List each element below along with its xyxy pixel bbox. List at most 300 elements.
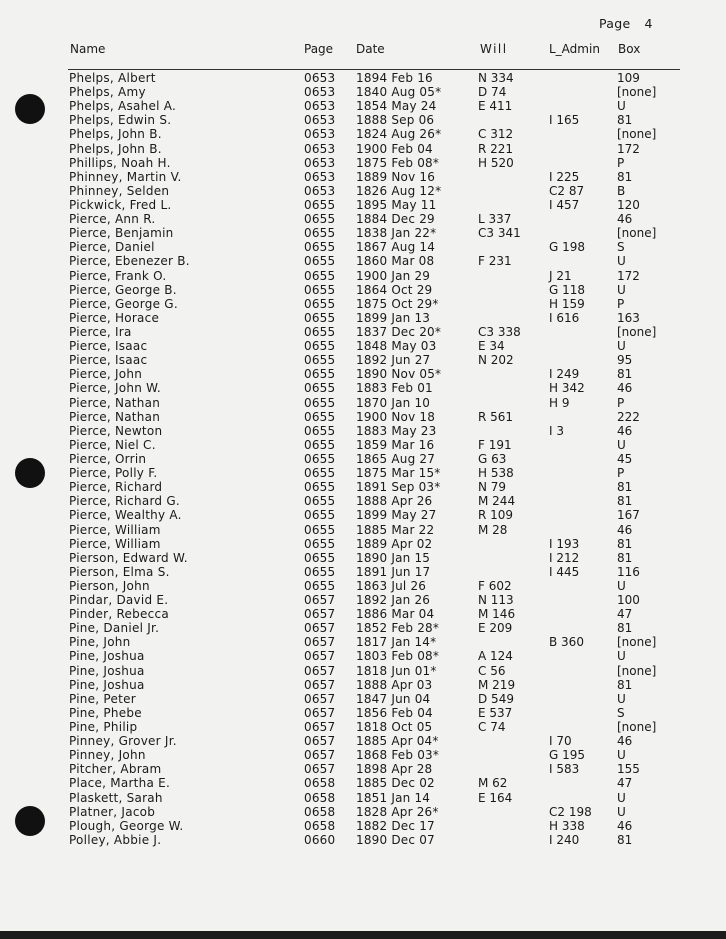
cell-page: 0655	[304, 226, 336, 241]
cell-admin: H 342	[549, 381, 585, 396]
table-row	[0, 720, 726, 734]
table-row	[0, 142, 726, 156]
cell-page: 0655	[304, 409, 336, 424]
table-row	[0, 664, 726, 678]
cell-name: Pierson, John	[69, 578, 150, 593]
cell-name: Phelps, John B.	[69, 127, 162, 142]
cell-admin: I 193	[549, 536, 580, 551]
cell-admin: I 3	[549, 423, 564, 438]
cell-will: C3 338	[478, 324, 521, 339]
cell-page: 0657	[304, 635, 336, 650]
cell-name: Phelps, John B.	[69, 141, 162, 156]
cell-box: U	[617, 282, 626, 297]
cell-box: 81	[617, 832, 633, 847]
cell-date: 1865 Aug 27	[356, 451, 436, 466]
cell-will: R 561	[478, 409, 514, 424]
cell-box: P	[617, 466, 625, 481]
cell-page: 0655	[304, 508, 336, 523]
cell-name: Pine, Peter	[69, 691, 136, 706]
cell-will: C 312	[478, 127, 514, 142]
cell-date: 1889 Apr 02	[356, 536, 433, 551]
cell-will: C 74	[478, 720, 506, 735]
cell-box: 47	[617, 607, 633, 622]
cell-box: P	[617, 395, 625, 410]
cell-box: 81	[617, 536, 633, 551]
cell-will: M 62	[478, 776, 508, 791]
table-row	[0, 226, 726, 240]
table-row	[0, 198, 726, 212]
cell-box: 155	[617, 762, 640, 777]
cell-date: 1824 Aug 26*	[356, 127, 442, 142]
table-row	[0, 635, 726, 649]
cell-name: Platner, Jacob	[69, 804, 156, 819]
table-row	[0, 508, 726, 522]
cell-page: 0655	[304, 451, 336, 466]
cell-page: 0655	[304, 367, 336, 382]
cell-box: P	[617, 155, 625, 170]
cell-date: 1882 Dec 17	[356, 818, 435, 833]
cell-admin: H 9	[549, 395, 570, 410]
cell-page: 0653	[304, 99, 336, 114]
cell-name: Plaskett, Sarah	[69, 790, 163, 805]
cell-name: Pierce, William	[69, 522, 161, 537]
cell-will: N 202	[478, 353, 514, 368]
cell-name: Pine, John	[69, 635, 131, 650]
cell-page: 0657	[304, 649, 336, 664]
cell-name: Pierce, John W.	[69, 381, 161, 396]
header-admin: L_Admin	[549, 42, 600, 56]
cell-name: Pierce, Frank O.	[69, 268, 167, 283]
cell-name: Pitcher, Abram	[69, 762, 162, 777]
cell-will: M 28	[478, 522, 508, 537]
cell-name: Pierce, Benjamin	[69, 226, 174, 241]
cell-date: 1891 Jun 17	[356, 564, 431, 579]
cell-date: 1803 Feb 08*	[356, 649, 440, 664]
cell-will: C3 341	[478, 226, 521, 241]
cell-date: 1888 Sep 06	[356, 113, 435, 128]
cell-will: F 191	[478, 437, 512, 452]
cell-date: 1890 Nov 05*	[356, 367, 442, 382]
table-row	[0, 212, 726, 226]
cell-name: Pine, Joshua	[69, 649, 145, 664]
cell-page: 0655	[304, 494, 336, 509]
cell-box: U	[617, 339, 626, 354]
cell-box: 172	[617, 141, 640, 156]
table-row	[0, 127, 726, 141]
cell-name: Pierce, Wealthy A.	[69, 508, 182, 523]
table-row	[0, 819, 726, 833]
cell-admin: G 198	[549, 240, 586, 255]
table-row	[0, 156, 726, 170]
cell-date: 1875 Oct 29*	[356, 296, 439, 311]
header-name: Name	[70, 42, 106, 56]
cell-box: B	[617, 183, 626, 198]
table-row	[0, 254, 726, 268]
cell-name: Phillips, Noah H.	[69, 155, 171, 170]
cell-date: 1818 Jun 01*	[356, 663, 437, 678]
cell-name: Pierce, Nathan	[69, 409, 161, 424]
cell-date: 1847 Jun 04	[356, 691, 431, 706]
cell-admin: H 338	[549, 818, 585, 833]
table-row	[0, 381, 726, 395]
cell-will: R 221	[478, 141, 514, 156]
cell-page: 0657	[304, 748, 336, 763]
scan-edge	[0, 931, 726, 939]
cell-name: Polley, Abbie J.	[69, 832, 162, 847]
cell-name: Phinney, Selden	[69, 183, 170, 198]
table-row	[0, 494, 726, 508]
cell-date: 1885 Dec 02	[356, 776, 435, 791]
cell-admin: I 240	[549, 832, 580, 847]
table-row	[0, 353, 726, 367]
cell-admin: G 118	[549, 282, 586, 297]
cell-name: Pierce, Ira	[69, 324, 132, 339]
cell-page: 0657	[304, 663, 336, 678]
cell-page: 0658	[304, 818, 336, 833]
cell-box: 81	[617, 621, 633, 636]
cell-date: 1856 Feb 04	[356, 705, 433, 720]
cell-box: U	[617, 437, 626, 452]
cell-admin: H 159	[549, 296, 585, 311]
cell-page: 0657	[304, 621, 336, 636]
cell-date: 1868 Feb 03*	[356, 748, 440, 763]
cell-will: N 79	[478, 480, 507, 495]
table-row	[0, 99, 726, 113]
table-row	[0, 692, 726, 706]
table-row	[0, 424, 726, 438]
cell-name: Pierce, Orrin	[69, 451, 147, 466]
page-label: Page	[599, 16, 631, 31]
cell-will: L 337	[478, 212, 512, 227]
cell-name: Pierce, Polly F.	[69, 466, 158, 481]
punch-hole	[15, 94, 45, 124]
cell-date: 1864 Oct 29	[356, 282, 433, 297]
cell-page: 0655	[304, 423, 336, 438]
cell-name: Pinney, John	[69, 748, 146, 763]
cell-page: 0655	[304, 381, 336, 396]
cell-page: 0655	[304, 240, 336, 255]
cell-box: U	[617, 254, 626, 269]
cell-box: S	[617, 240, 625, 255]
cell-page: 0653	[304, 183, 336, 198]
cell-page: 0657	[304, 720, 336, 735]
cell-date: 1895 May 11	[356, 197, 437, 212]
cell-name: Pierce, William	[69, 536, 161, 551]
cell-box: [none]	[617, 85, 657, 100]
cell-date: 1899 Jan 13	[356, 310, 431, 325]
table-row	[0, 269, 726, 283]
cell-page: 0653	[304, 127, 336, 142]
cell-name: Pierce, Niel C.	[69, 437, 156, 452]
cell-date: 1890 Dec 07	[356, 832, 435, 847]
cell-page: 0660	[304, 832, 336, 847]
cell-date: 1889 Nov 16	[356, 169, 436, 184]
cell-date: 1886 Mar 04	[356, 607, 435, 622]
cell-date: 1891 Sep 03*	[356, 480, 441, 495]
cell-name: Place, Martha E.	[69, 776, 171, 791]
cell-will: N 334	[478, 71, 514, 85]
cell-name: Pierce, Isaac	[69, 339, 148, 354]
cell-name: Pierce, Daniel	[69, 240, 155, 255]
cell-date: 1851 Jan 14	[356, 790, 431, 805]
cell-box: 81	[617, 677, 633, 692]
cell-page: 0658	[304, 790, 336, 805]
cell-box: 120	[617, 197, 640, 212]
header-box: Box	[618, 42, 641, 56]
cell-box: 45	[617, 451, 633, 466]
table-row	[0, 649, 726, 663]
cell-page: 0655	[304, 550, 336, 565]
cell-will: H 520	[478, 155, 514, 170]
table-row	[0, 579, 726, 593]
cell-date: 1900 Feb 04	[356, 141, 433, 156]
cell-will: H 538	[478, 466, 514, 481]
cell-admin: I 249	[549, 367, 580, 382]
table-row	[0, 734, 726, 748]
cell-name: Pine, Daniel Jr.	[69, 621, 160, 636]
cell-date: 1884 Dec 29	[356, 212, 435, 227]
cell-name: Pine, Joshua	[69, 677, 145, 692]
cell-page: 0655	[304, 564, 336, 579]
cell-will: E 537	[478, 705, 513, 720]
header-page: Page	[304, 42, 334, 56]
cell-name: Pierce, Isaac	[69, 353, 148, 368]
cell-date: 1890 Jan 15	[356, 550, 431, 565]
cell-name: Pindar, David E.	[69, 593, 169, 608]
cell-box: [none]	[617, 324, 657, 339]
cell-admin: G 195	[549, 748, 586, 763]
cell-page: 0658	[304, 776, 336, 791]
cell-will: M 244	[478, 494, 516, 509]
cell-page: 0655	[304, 480, 336, 495]
cell-date: 1867 Aug 14	[356, 240, 436, 255]
cell-box: U	[617, 578, 626, 593]
cell-will: M 219	[478, 677, 516, 692]
cell-box: U	[617, 649, 626, 664]
cell-box: 47	[617, 776, 633, 791]
cell-page: 0655	[304, 268, 336, 283]
cell-page: 0655	[304, 353, 336, 368]
cell-date: 1900 Nov 18	[356, 409, 436, 424]
cell-date: 1837 Dec 20*	[356, 324, 442, 339]
table-row	[0, 551, 726, 565]
cell-name: Pierce, Richard	[69, 480, 163, 495]
cell-name: Pierce, Newton	[69, 423, 163, 438]
cell-admin: I 165	[549, 113, 580, 128]
cell-page: 0655	[304, 437, 336, 452]
cell-date: 1859 Mar 16	[356, 437, 435, 452]
table-row	[0, 452, 726, 466]
header-rule	[68, 69, 680, 70]
cell-will: F 602	[478, 578, 512, 593]
cell-box: [none]	[617, 720, 657, 735]
cell-box: 109	[617, 71, 640, 85]
cell-box: 81	[617, 367, 633, 382]
cell-box: U	[617, 748, 626, 763]
table-row	[0, 85, 726, 99]
table-row	[0, 325, 726, 339]
table-row	[0, 593, 726, 607]
header-will: Will	[480, 42, 508, 56]
cell-date: 1860 Mar 08	[356, 254, 435, 269]
cell-will: E 34	[478, 339, 505, 354]
page-number: 4	[644, 16, 653, 31]
cell-box: 116	[617, 564, 640, 579]
cell-admin: I 225	[549, 169, 580, 184]
cell-page: 0657	[304, 607, 336, 622]
header-date: Date	[356, 42, 385, 56]
cell-will: F 231	[478, 254, 512, 269]
cell-page: 0657	[304, 593, 336, 608]
cell-will: R 109	[478, 508, 514, 523]
cell-date: 1885 Mar 22	[356, 522, 435, 537]
table-row	[0, 762, 726, 776]
cell-admin: C2 198	[549, 804, 592, 819]
cell-box: [none]	[617, 127, 657, 142]
cell-date: 1892 Jun 27	[356, 353, 431, 368]
cell-page: 0653	[304, 71, 336, 85]
cell-box: 81	[617, 169, 633, 184]
table-row	[0, 791, 726, 805]
cell-box: [none]	[617, 635, 657, 650]
cell-admin: I 616	[549, 310, 580, 325]
cell-box: U	[617, 99, 626, 114]
cell-date: 1883 May 23	[356, 423, 437, 438]
cell-date: 1900 Jan 29	[356, 268, 431, 283]
table-row	[0, 537, 726, 551]
table-row	[0, 438, 726, 452]
cell-date: 1898 Apr 28	[356, 762, 433, 777]
cell-name: Pierce, George G.	[69, 296, 178, 311]
cell-will: D 549	[478, 691, 514, 706]
cell-name: Plough, George W.	[69, 818, 184, 833]
cell-date: 1883 Feb 01	[356, 381, 433, 396]
cell-date: 1875 Mar 15*	[356, 466, 441, 481]
cell-name: Phelps, Amy	[69, 85, 146, 100]
cell-will: N 113	[478, 593, 514, 608]
cell-box: [none]	[617, 226, 657, 241]
cell-will: E 164	[478, 790, 513, 805]
cell-admin: I 457	[549, 197, 580, 212]
cell-admin: B 360	[549, 635, 584, 650]
cell-box: S	[617, 705, 625, 720]
cell-name: Pierce, George B.	[69, 282, 177, 297]
cell-date: 1838 Jan 22*	[356, 226, 437, 241]
table-row	[0, 113, 726, 127]
table-row	[0, 621, 726, 635]
cell-date: 1892 Jan 26	[356, 593, 431, 608]
cell-name: Pine, Joshua	[69, 663, 145, 678]
cell-date: 1852 Feb 28*	[356, 621, 440, 636]
cell-page: 0657	[304, 734, 336, 749]
cell-will: E 209	[478, 621, 513, 636]
cell-box: 81	[617, 550, 633, 565]
cell-page: 0655	[304, 212, 336, 227]
cell-date: 1818 Oct 05	[356, 720, 433, 735]
cell-date: 1888 Apr 03	[356, 677, 433, 692]
cell-name: Phelps, Edwin S.	[69, 113, 172, 128]
cell-page: 0653	[304, 169, 336, 184]
table-row	[0, 480, 726, 494]
cell-page: 0655	[304, 395, 336, 410]
table-row	[0, 170, 726, 184]
cell-page: 0655	[304, 296, 336, 311]
cell-box: 100	[617, 593, 640, 608]
cell-page: 0657	[304, 762, 336, 777]
table-row	[0, 410, 726, 424]
cell-name: Pinney, Grover Jr.	[69, 734, 177, 749]
cell-box: 46	[617, 423, 633, 438]
page-number-label	[599, 16, 653, 31]
cell-box: 46	[617, 212, 633, 227]
cell-admin: I 583	[549, 762, 580, 777]
table-row	[0, 283, 726, 297]
cell-date: 1870 Jan 10	[356, 395, 431, 410]
cell-box: 81	[617, 480, 633, 495]
cell-name: Pickwick, Fred L.	[69, 197, 172, 212]
cell-date: 1888 Apr 26	[356, 494, 433, 509]
cell-box: U	[617, 691, 626, 706]
table-row	[0, 297, 726, 311]
cell-page: 0657	[304, 705, 336, 720]
punch-hole	[15, 458, 45, 488]
record-table	[0, 71, 726, 847]
cell-name: Pierce, Ebenezer B.	[69, 254, 190, 269]
cell-will: C 56	[478, 663, 506, 678]
cell-box: 95	[617, 353, 633, 368]
cell-page: 0657	[304, 691, 336, 706]
cell-date: 1894 Feb 16	[356, 71, 433, 85]
cell-admin: J 21	[549, 268, 572, 283]
cell-page: 0653	[304, 113, 336, 128]
cell-will: M 146	[478, 607, 516, 622]
cell-name: Phelps, Albert	[69, 71, 156, 85]
cell-name: Pinder, Rebecca	[69, 607, 169, 622]
cell-will: E 411	[478, 99, 513, 114]
table-row	[0, 367, 726, 381]
cell-box: 46	[617, 734, 633, 749]
cell-date: 1863 Jul 26	[356, 578, 427, 593]
cell-name: Pierson, Edward W.	[69, 550, 188, 565]
cell-will: D 74	[478, 85, 507, 100]
cell-box: U	[617, 804, 626, 819]
table-row	[0, 833, 726, 847]
cell-name: Pierce, John	[69, 367, 143, 382]
cell-page: 0655	[304, 254, 336, 269]
cell-box: P	[617, 296, 625, 311]
cell-page: 0655	[304, 310, 336, 325]
cell-name: Pierce, Ann R.	[69, 212, 156, 227]
table-row	[0, 565, 726, 579]
cell-date: 1875 Feb 08*	[356, 155, 440, 170]
cell-box: 46	[617, 381, 633, 396]
cell-admin: I 212	[549, 550, 580, 565]
cell-box: 172	[617, 268, 640, 283]
cell-name: Pierce, Nathan	[69, 395, 161, 410]
cell-box: 46	[617, 818, 633, 833]
cell-date: 1854 May 24	[356, 99, 437, 114]
cell-date: 1848 May 03	[356, 339, 437, 354]
cell-page: 0655	[304, 522, 336, 537]
table-row	[0, 607, 726, 621]
cell-name: Pine, Philip	[69, 720, 138, 735]
table-row	[0, 311, 726, 325]
cell-box: 222	[617, 409, 640, 424]
cell-page: 0653	[304, 141, 336, 156]
cell-box: [none]	[617, 663, 657, 678]
cell-page: 0658	[304, 804, 336, 819]
cell-name: Phinney, Martin V.	[69, 169, 182, 184]
